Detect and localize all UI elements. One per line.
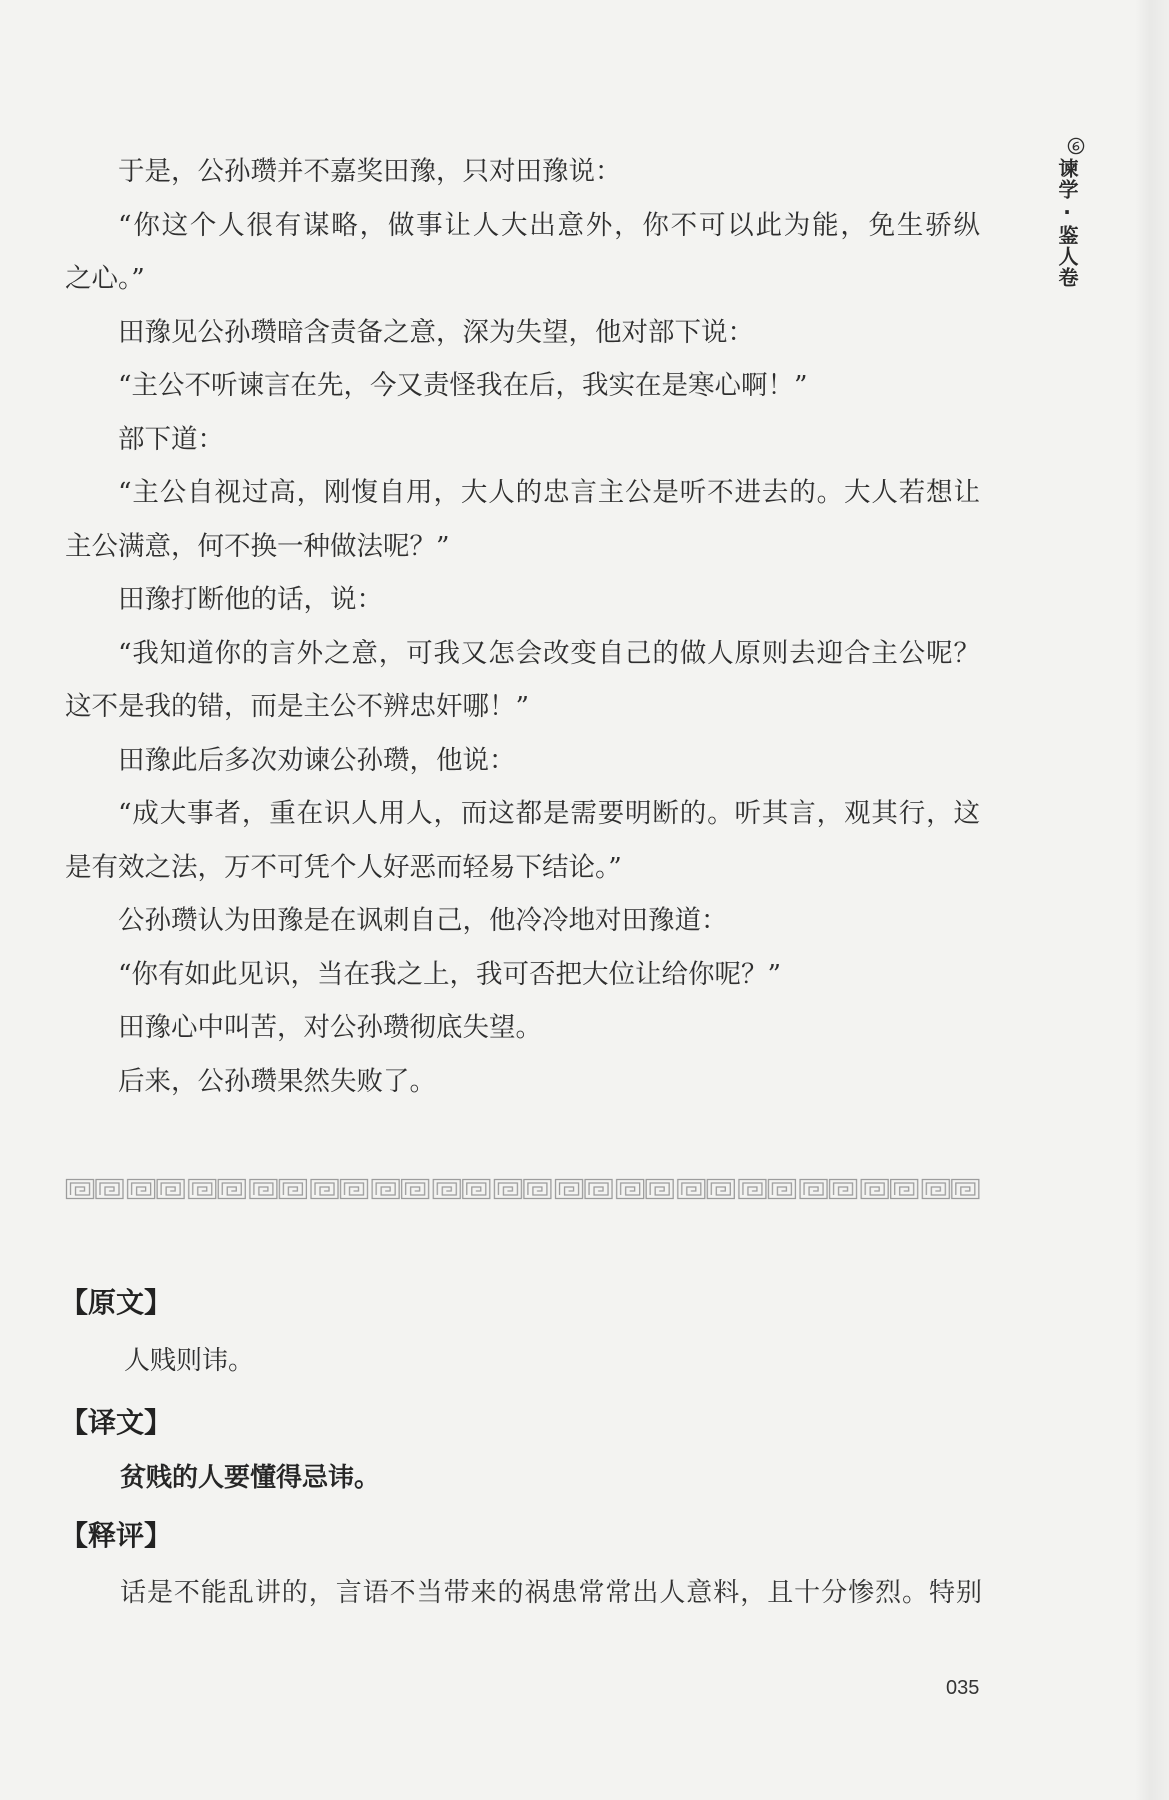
- paragraph: [65, 627, 980, 734]
- text-line: 田豫见公孙瓒暗含责备之意，深为失望，他对部下说：: [118, 316, 754, 348]
- paragraph: [65, 199, 980, 306]
- page-number: 035: [946, 1677, 980, 1699]
- paragraph: [65, 359, 980, 413]
- text-line: 田豫打断他的话，说：: [118, 584, 383, 615]
- paragraph: [65, 413, 980, 467]
- text-line: 后来，公孙瓒果然失败了。: [118, 1065, 436, 1097]
- text-line: 主公满意，何不换一种做法呢？”: [65, 530, 450, 562]
- paragraph: [65, 466, 980, 573]
- series-logo-icon: [1067, 137, 1085, 155]
- text-line: “你这个人很有谋略，做事让人大出意外，你不可以此为能，免生骄纵: [118, 209, 980, 241]
- section-heading-translation: 【译文】: [60, 1406, 173, 1439]
- text-line: “成大事者，重在识人用人，而这都是需要明断的。听其言，观其行，这: [118, 798, 980, 829]
- commentary-text: 话是不能乱讲的，言语不当带来的祸患常常出人意料，且十分惨烈。特别: [120, 1578, 982, 1608]
- text-line: “主公不听谏言在先，今又责怪我在后，我实在是寒心啊！”: [118, 370, 808, 401]
- paragraph: [65, 734, 980, 788]
- story-text: [65, 145, 980, 1108]
- text-line: 之心。”: [65, 263, 145, 294]
- greek-key-ornament: [65, 1178, 982, 1200]
- section-heading-original: 【原文】: [60, 1286, 173, 1319]
- text-line: 于是，公孙瓒并不嘉奖田豫，只对田豫说：: [118, 156, 622, 187]
- text-line: 部下道：: [118, 423, 224, 455]
- paragraph: [65, 948, 980, 1002]
- series-logo-graphic: [1067, 137, 1085, 155]
- text-line: 这不是我的错，而是主公不辨忠奸哪！”: [65, 691, 530, 722]
- text-line: “我知道你的言外之意，可我又怎会改变自己的做人原则去迎合主公呢？: [118, 637, 980, 669]
- translation-text: 贫贱的人要懂得忌讳。: [120, 1463, 381, 1493]
- ornament-band: [65, 1178, 982, 1200]
- text-line: 是有效之法，万不可凭个人好恶而轻易下结论。”: [65, 851, 622, 883]
- text-line: 田豫心中叫苦，对公孙瓒彻底失望。: [118, 1012, 542, 1043]
- paragraph: [65, 1055, 980, 1109]
- section-heading-commentary: 【释评】: [60, 1519, 173, 1552]
- page-gutter-shadow: [1135, 0, 1169, 1800]
- paragraph: [65, 787, 980, 894]
- text-line: “你有如此见识，当在我之上，我可否把大位让给你呢？”: [118, 958, 782, 990]
- text-line: 公孙瓒认为田豫是在讽刺自己，他冷冷地对田豫道：: [118, 905, 728, 936]
- original-text: 人贱则讳。: [124, 1346, 255, 1376]
- paragraph: [65, 306, 980, 360]
- paragraph: [65, 1001, 980, 1055]
- paragraph: [65, 894, 980, 948]
- text-line: “主公自视过高，刚愎自用，大人的忠言主公是听不进去的。大人若想让: [118, 477, 980, 508]
- series-title: 谏学·鉴人卷: [1055, 158, 1079, 288]
- paragraph: [65, 145, 980, 199]
- text-line: 田豫此后多次劝谏公孙瓒，他说：: [118, 744, 516, 776]
- paragraph: [65, 573, 980, 627]
